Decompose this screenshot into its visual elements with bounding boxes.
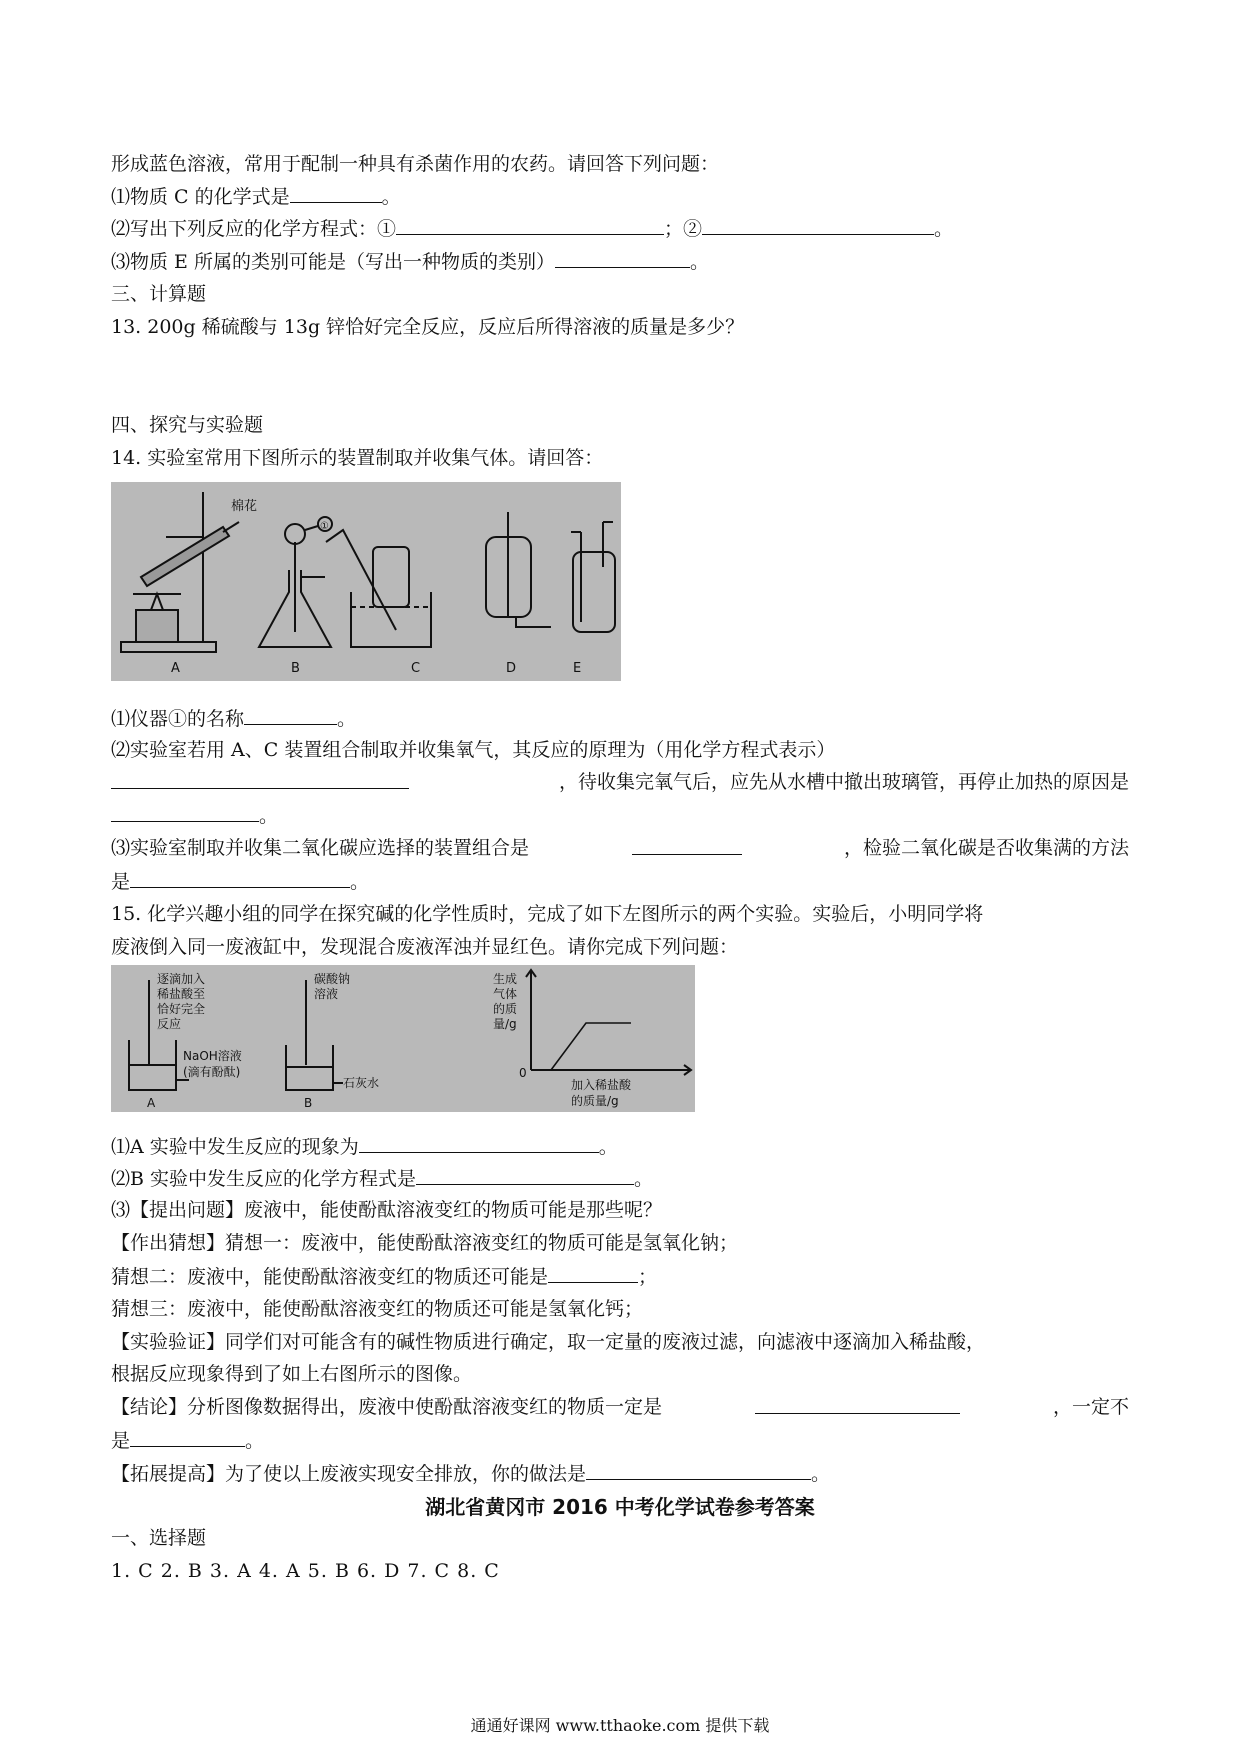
label-e: E xyxy=(573,661,582,676)
q14-part2: ⑵实验室若用 A、C 装置组合制取并收集氧气，其反应的原理为（用化学方程式表示） xyxy=(111,739,836,761)
q15-guess3: 猜想三：废液中，能使酚酞溶液变红的物质还可能是氢氧化钙； xyxy=(111,1298,644,1320)
q15-verify-1: 【实验验证】同学们对可能含有的碱性物质进行确定，取一定量的废液过滤，向滤液中逐滴加入稀盐酸， xyxy=(111,1331,986,1353)
q15-experiment-figure xyxy=(111,965,695,1112)
q15-conclusion: 【结论】分析图像数据得出，废液中使酚酞溶液变红的物质一定是 ，一定不 xyxy=(111,1396,1129,1418)
a-drop-line4: 反应 xyxy=(157,1017,182,1031)
q15-part1: ⑴A 实验中发生反应的现象为 。 xyxy=(111,1136,618,1158)
q14-apparatus-figure xyxy=(111,482,621,681)
label-cotton: 棉花 xyxy=(231,499,258,514)
q12-part1: ⑴物质 C 的化学式是 。 xyxy=(111,186,401,208)
answer-blank[interactable] xyxy=(632,836,742,855)
answer-blank[interactable] xyxy=(755,1395,960,1414)
q15-part2: ⑵B 实验中发生反应的化学方程式是 。 xyxy=(111,1168,654,1190)
test-tube xyxy=(141,527,229,586)
q15-conclusion-cont: 是 。 xyxy=(111,1430,265,1452)
section-heading: 四、探究与实验题 xyxy=(111,414,264,436)
q15-extension: 【拓展提高】为了使以上废液实现安全排放，你的做法是 。 xyxy=(111,1463,831,1485)
answer-blank[interactable] xyxy=(416,1166,634,1185)
q15-part3: ⑶【提出问题】废液中，能使酚酞溶液变红的物质可能是那些呢？ xyxy=(111,1199,663,1221)
label-d: D xyxy=(506,661,517,676)
answer-blank[interactable] xyxy=(130,1428,245,1447)
y-label-line3: 的质 xyxy=(493,1002,518,1016)
q13-text: 13. 200g 稀硫酸与 13g 锌恰好完全反应，反应后所得溶液的质量是多少？ xyxy=(111,316,745,338)
answer-blank[interactable] xyxy=(586,1461,811,1480)
q14-part2-cont: ，待收集完氧气后，应先从水槽中撤出玻璃管，再停止加热的原因是 xyxy=(111,770,1129,794)
answer-section-heading: 一、选择题 xyxy=(111,1527,207,1549)
answer-blank[interactable] xyxy=(396,216,664,235)
stand-base xyxy=(121,642,216,652)
label-instrument-1: ① xyxy=(320,521,329,532)
answer-blank[interactable] xyxy=(111,770,409,789)
section-heading: 三、计算题 xyxy=(111,283,207,305)
q12-part3: ⑶物质 E 所属的类别可能是（写出一种物质的类别） 。 xyxy=(111,251,709,273)
y-label-line4: 量/g xyxy=(493,1017,517,1031)
q15-guess2: 猜想二：废液中，能使酚酞溶液变红的物质还可能是 ； xyxy=(111,1266,658,1288)
answer-key: 1. C 2. B 3. A 4. A 5. B 6. D 7. C 8. C xyxy=(111,1560,500,1582)
label-c: C xyxy=(411,661,421,676)
q15-verify-2: 根据反应现象得到了如上右图所示的图像。 xyxy=(111,1363,473,1385)
gas-curve xyxy=(551,1023,631,1070)
b-drop-line1: 碳酸钠 xyxy=(314,972,351,986)
a-drop-line2: 稀盐酸至 xyxy=(157,987,206,1001)
b-solution: 石灰水 xyxy=(343,1076,380,1090)
page-footer: 通通好课网 www.tthaoke.com 提供下载 xyxy=(470,1716,770,1735)
a-solution-line1: NaOH溶液 xyxy=(183,1049,242,1063)
answer-blank[interactable] xyxy=(111,803,259,822)
label-a: A xyxy=(171,661,180,676)
b-drop-line2: 溶液 xyxy=(314,987,339,1001)
bottle-e xyxy=(573,552,615,632)
q15-stem-2: 废液倒入同一废液缸中，发现混合废液浑浊并显红色。请你完成下列问题： xyxy=(111,936,739,958)
q12-intro: 形成蓝色溶液，常用于配制一种具有杀菌作用的农药。请回答下列问题： xyxy=(111,153,720,175)
q14-part3-cont: 是 。 xyxy=(111,871,370,893)
q15-guess1: 【作出猜想】猜想一：废液中，能使酚酞溶液变红的物质可能是氢氧化钠； xyxy=(111,1232,739,1254)
q12-part2: ⑵写出下列反应的化学方程式：① ；② 。 xyxy=(111,218,954,240)
x-label-line2: 的质量/g xyxy=(571,1094,619,1108)
apparatus-drawing xyxy=(111,482,621,681)
q14-part1: ⑴仪器①的名称 。 xyxy=(111,708,357,730)
q15-stem-1: 15. 化学兴趣小组的同学在探究碱的化学性质时，完成了如下左图所示的两个实验。实验后，小明同学将 xyxy=(111,903,984,925)
answer-blank[interactable] xyxy=(548,1264,638,1283)
answer-blank[interactable] xyxy=(702,216,934,235)
experiment-drawing xyxy=(111,965,695,1112)
a-drop-line3: 恰好完全 xyxy=(157,1002,206,1016)
a-drop-line1: 逐滴加入 xyxy=(157,972,206,986)
y-label-line1: 生成 xyxy=(493,972,518,986)
answer-title: 湖北省黄冈市 2016 中考化学试卷参考答案 xyxy=(425,1495,815,1519)
label-b: B xyxy=(291,661,300,676)
answer-blank[interactable] xyxy=(555,249,690,268)
q14-part3: ⑶实验室制取并收集二氧化碳应选择的装置组合是 ，检验二氧化碳是否收集满的方法 xyxy=(111,837,1129,859)
q14-part2-end: 。 xyxy=(111,803,278,828)
alcohol-lamp xyxy=(136,610,178,642)
x-label-line1: 加入稀盐酸 xyxy=(571,1078,632,1092)
graph-origin: 0 xyxy=(519,1066,527,1080)
a-label: A xyxy=(147,1096,156,1110)
answer-blank[interactable] xyxy=(130,869,350,888)
answer-blank[interactable] xyxy=(290,184,382,203)
b-label: B xyxy=(304,1096,313,1110)
q14-stem: 14. 实验室常用下图所示的装置制取并收集气体。请回答： xyxy=(111,447,604,469)
a-solution-line2: (滴有酚酞) xyxy=(183,1065,241,1079)
answer-blank[interactable] xyxy=(244,706,337,725)
answer-blank[interactable] xyxy=(359,1134,599,1153)
y-label-line2: 气体 xyxy=(493,987,518,1001)
